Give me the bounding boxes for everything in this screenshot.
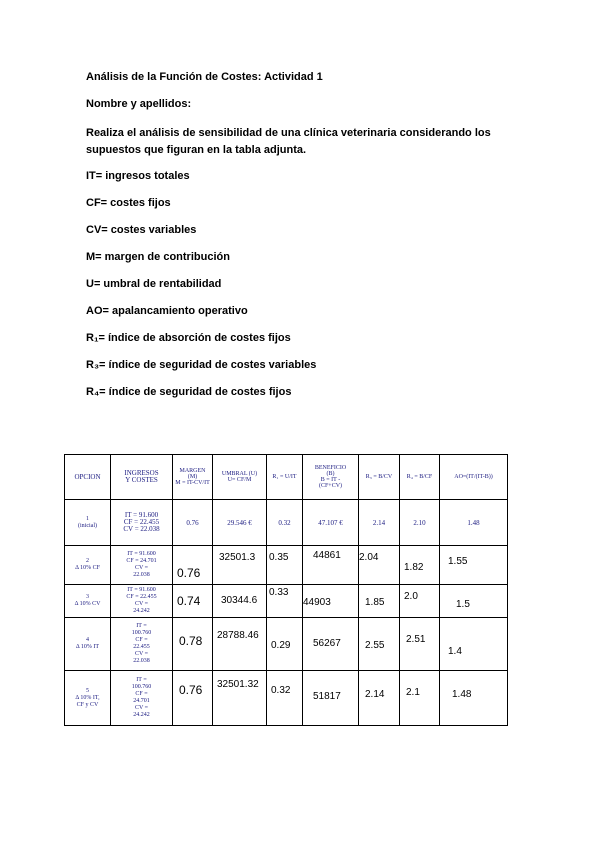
row2-ao: 1.55 (440, 546, 508, 585)
table-row (65, 585, 508, 618)
table-row (65, 671, 508, 726)
row1-r4: 2.10 (400, 500, 440, 546)
header-opcion: OPCION (65, 455, 111, 500)
row4-ao: 1.4 (440, 618, 508, 671)
row1-r1: 0.32 (267, 500, 303, 546)
row3-umbral: 30344.6 (213, 585, 267, 618)
row2-r3: 2.04 (359, 546, 400, 585)
definition-cv: CV= costes variables (86, 224, 197, 236)
row1-r3: 2.14 (359, 500, 400, 546)
row1-beneficio: 47.107 € (303, 500, 359, 546)
table-row (65, 546, 508, 585)
table-row (65, 500, 508, 546)
header-beneficio: BENEFICIO (B) B = IT - (CF+CV) (303, 455, 359, 500)
row4-opcion: 4 Δ 10% IT (65, 618, 111, 671)
row3-ao: 1.5 (440, 585, 508, 618)
row3-r1: 0.33 (267, 585, 303, 618)
row3-r3: 1.85 (359, 585, 400, 618)
definition-ao: AO= apalancamiento operativo (86, 305, 248, 317)
row3-r4: 2.0 (400, 585, 440, 618)
row3-opcion: 3 Δ 10% CV (65, 585, 111, 618)
row5-r3: 2.14 (359, 671, 400, 726)
instructions-line-2: supuestos que figuran en la tabla adjunta. (86, 144, 307, 156)
row2-r4: 1.82 (400, 546, 440, 585)
row2-beneficio: 44861 (303, 546, 359, 585)
header-ao: AO=(IT/(IT-B)) (440, 455, 508, 500)
row4-margen: 0.78 (173, 618, 213, 671)
row5-umbral: 32501.32 (213, 671, 267, 726)
row5-ingresos: IT = 100.760 CF = 24.701 CV = 24.242 (111, 671, 173, 726)
header-ingresos: INGRESOS Y COSTES (111, 455, 173, 500)
row4-beneficio: 56267 (303, 618, 359, 671)
definition-r3: R₃= índice de seguridad de costes variables (86, 359, 317, 371)
header-margen: MARGEN (M) M = IT-CV/IT (173, 455, 213, 500)
row4-r3: 2.55 (359, 618, 400, 671)
row2-ingresos: IT = 91.600 CF = 24.701 CV = 22.038 (111, 546, 173, 585)
row5-r1: 0.32 (267, 671, 303, 726)
sensitivity-table (64, 454, 508, 726)
row2-opcion: 2 Δ 10% CF (65, 546, 111, 585)
definition-it: IT= ingresos totales (86, 170, 190, 182)
table-row (65, 618, 508, 671)
header-umbral: UMBRAL (U) U= CF/M (213, 455, 267, 500)
definition-m: M= margen de contribución (86, 251, 230, 263)
header-r1: R₁ = U/IT (267, 455, 303, 500)
instructions-line-1: Realiza el análisis de sensibilidad de una clínica veterinaria considerando los (86, 127, 491, 139)
row4-ingresos: IT = 100.760 CF = 22.455 CV = 22.038 (111, 618, 173, 671)
header-r3: R₃ = B/CV (359, 455, 400, 500)
table-header-row (65, 455, 508, 500)
row5-beneficio: 51817 (303, 671, 359, 726)
row4-umbral: 28788.46 (213, 618, 267, 671)
row1-opcion: 1 (inicial) (65, 500, 111, 546)
row4-r4: 2.51 (400, 618, 440, 671)
row1-umbral: 29.546 € (213, 500, 267, 546)
definition-cf: CF= costes fijos (86, 197, 171, 209)
row2-r1: 0.35 (267, 546, 303, 585)
row1-ingresos: IT = 91.600 CF = 22.455 CV = 22.038 (111, 500, 173, 546)
row4-r1: 0.29 (267, 618, 303, 671)
row3-beneficio: 44903 (303, 585, 359, 618)
row5-opcion: 5 Δ 10% IT, CF y CV (65, 671, 111, 726)
page-title: Análisis de la Función de Costes: Actividad 1 (86, 71, 323, 83)
row1-margen: 0.76 (173, 500, 213, 546)
row2-umbral: 32501.3 (213, 546, 267, 585)
definition-r1: R₁= índice de absorción de costes fijos (86, 332, 291, 344)
header-r4: R₄ = B/CF (400, 455, 440, 500)
definition-r4: R₄= índice de seguridad de costes fijos (86, 386, 292, 398)
row5-r4: 2.1 (400, 671, 440, 726)
instructions (86, 125, 491, 159)
row3-margen: 0.74 (173, 585, 213, 618)
row1-ao: 1.48 (440, 500, 508, 546)
name-label: Nombre y apellidos: (86, 98, 192, 110)
row5-margen: 0.76 (173, 671, 213, 726)
row3-ingresos: IT = 91.600 CF = 22.455 CV = 24.242 (111, 585, 173, 618)
definition-u: U= umbral de rentabilidad (86, 278, 222, 290)
row2-margen: 0.76 (173, 546, 213, 585)
row5-ao: 1.48 (440, 671, 508, 726)
